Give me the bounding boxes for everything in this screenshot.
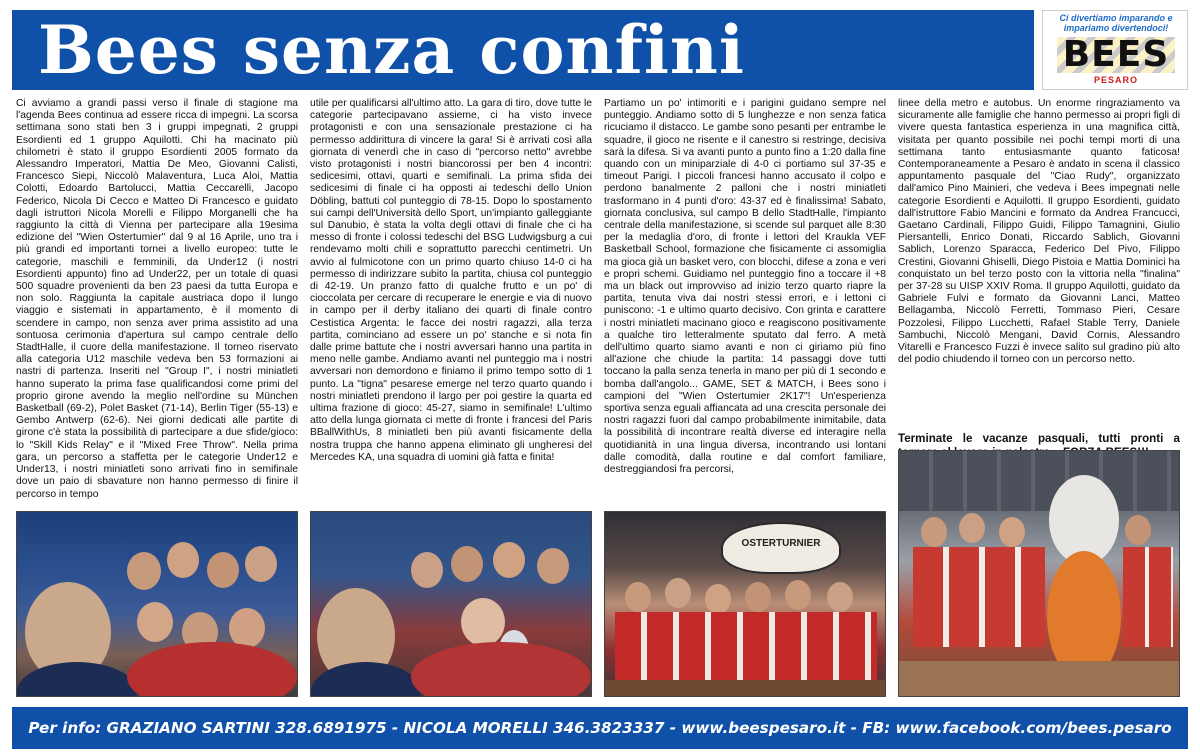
team-court-photo — [604, 511, 886, 697]
logo-name: BEES — [1062, 34, 1170, 75]
court-floor — [605, 680, 886, 697]
player-figure — [999, 517, 1025, 547]
player-figure — [1125, 515, 1151, 545]
player-figure — [245, 546, 277, 582]
header — [12, 10, 1188, 90]
footer-contact-text: Per info: GRAZIANO SARTINI 328.6891975 - NICOLA MORELLI 346.3823337 - www.beespesaro.it - FB: www.facebook.com/bees.pesaro — [28, 719, 1172, 737]
player-figure — [127, 642, 297, 697]
article-text: utile per qualificarsi all'ultimo atto. La gara di tiro, dove tutte le categorie partecipavano assieme, ci ha visto invece protagonisti e con una sensazionale prestazione ci ha permesso addirittura di vincere la gara! Si è arrivati così alla giornata di venerdì che in caso di "percorso netto" avrebbe visto protagonisti i nostri biancorossi per ben 4 incontri: sedicesimi, ottavi, quarti e semifinali. La prima sfida dei sedicesimi di finale ci ha opposti ai tedeschi dello Union Döbling, battuti col punteggio di 78-15. Dopo lo spostamento sui campi dell'Università dello Sport, un'impianto galleggiante sul Danubio, è stata la volta degli ottavi di finale che ci ha messo di fronte i colossi tedeschi del BSG Ludwigsburg a cui rendevamo molti chili e soprattutto parecchi centimetri. Un avvio al fulmicotone con un primo quarto chiuso 14-0 ci ha permesso di indirizzare subito la partita, chiusa col punteggio di 42-19. Un pranzo fatto di qualche frutto e un po' di cioccolata per cercare di recuperare le energie e via di nuovo in campo per il derby italiano dei quarti di finale contro Cestistica Argenta: le facce dei nostri ragazzi, alla terza partita, cominciano ad essere un po' stanche e si nota fin dalle prime battute che i nostri avversari hanno una partita in meno nelle gambe. Andiamo avanti nel punteggio ma i nostri avversari non demordono e finiamo il primo tempo sotto di 1 punto. La "tigna" pesarese emerge nel terzo quarto quando i nostri miniatleti prendono il largo per poi gestire la quarta ed ultima frazione di gioco: 45-27, siamo in semifinale! L'ultimo atto della lunga giornata ci mette di fronte i francesi del Paris BBallWithUs, 8 miniatleti ben più avanti fisicamente della nostra truppa che hanno appena eliminato gli ungheresi del Mercedes KA, una squadra di uomini già fatta e finita! — [310, 98, 592, 463]
player-figure — [625, 582, 651, 612]
logo-tagline: Ci divertiamo imparando e impariamo divertendoci! — [1059, 13, 1173, 33]
banner-text: OSTERTURNIER — [741, 538, 821, 549]
player-figure — [827, 582, 853, 612]
player-figure — [411, 552, 443, 588]
team-jerseys — [615, 612, 877, 682]
tournament-banner — [721, 522, 841, 574]
player-figure — [451, 546, 483, 582]
article-text: linee della metro e autobus. Un enorme ringraziamento va sicuramente alle famiglie che hanno permesso ai propri figli di vivere questa fantastica esperienza in una magnifica città, visitata per quanto possibile nei pochi tempi morti di una settimana tanto entusiasmante quanto faticosa! Contemporaneamente a Pesaro è andato in scena il classico appuntamento pasquale del "Ciao Rudy", organizzato dall'amico Pino Mainieri, che vedeva i Bees impegnati nelle categorie Esordienti e Aquilotti. Il gruppo Esordienti, guidato dall'istruttore Fabio Mancini e formato da Andrea Francucci, Gaetano Cardinali, Filippo Guidi, Filippo Tamagnini, Giulio Piersantelli, Enrico Donati, Riccardo Sablich, Giovanni Sablich, Lorenzo Sparacca, Federico Del Pivo, Filippo Crestini, Giovanni Ghiselli, Diego Pistoia e Mattia Dominici ha conquistato un bel terzo posto con la vittoria nella "finalina" per 37-28 su UISP XXIV Roma. Il gruppo Aquilotti, guidato da Gabriele Fulvi e formato da Giovanni Lanci, Matteo Bellagamba, Niccolò Ferretti, Tommaso Pieri, Cesare Pozzolesi, Filippo Lucchetti, Rafael Stable Terry, Daniele Sambuchi, Niccolò Mengani, David Cornis, Alessandro Vitarelli e Francesco Fuzzi è invece salito sul gradino più alto del podio chiudendo il torneo con un percorso netto. — [898, 98, 1180, 366]
article-column-2 — [310, 98, 592, 506]
page-title: Bees senza confini — [38, 11, 745, 89]
player-figure — [229, 608, 265, 648]
player-figure — [207, 552, 239, 588]
player-figure — [665, 578, 691, 608]
player-figure — [493, 542, 525, 578]
gym-wall — [899, 451, 1180, 511]
logo-city: PESARO — [1093, 75, 1138, 85]
team-jerseys — [1123, 547, 1173, 647]
closing-statement: Terminate le vacanze pasquali, tutti pronti a — [898, 432, 1180, 445]
team-jerseys — [913, 547, 1045, 647]
article-text: Partiamo un po' intimoriti e i parigini guidano sempre nel punteggio. Andiamo sotto di 5 lunghezze e non senza fatica ricuciamo il distacco. Le gambe sono pesanti per entrambe le squadre, il gioco ne risente e il canestro si restringe, decisiva sarà la difesa. Si va avanti punto a punto fino a 1:20 dalla fine quando con un miniparziale di 4-0 ci portiamo sul 37-35 e timeout Parigi. I piccoli francesi hanno accusato il colpo e perdono banalmente 2 palloni che i nostri miniatleti trasformano in 4 punti d'oro: 43-37 ed è finalissima! Sabato, giornata conclusiva, sul campo B dello StadtHalle, l'impianto centrale della manifestazione, si scende sul parquet alle 8:30 per la medaglia d'oro, di fronte i lettori del Kraukla VEF Basketball School, formazione che fisicamente ci assomiglia ma gioca già un basket vero, con blocchi, difese a zona e veri e propri schemi. Guidiamo nel punteggio fino a toccare il +8 ma un black out improvviso ad inizio terzo quarto riapre la partita, tenuta viva dai nostri stessi errori, e i lettoni ci puniscono: -1 e ultimo quarto decisivo. Con grinta e carattere i nostri miniatleti macinano gioco e reagiscono positivamente a qualche tiro letteralmente sputato dal ferro. A metà dell'ultimo quarto siamo avanti e non ci giriamo più fino all'azione che chiude la partita: 14 passaggi dove tutti toccano la palla senza tenerla in mano per più di 1 secondo e bomba dall'angolo... GAME, SET & MATCH, i Bees sono i campioni del "Wien Ostertumier 2K17"! Un'esperienza sportiva senza eguali affiancata ad una crescita personale dei nostri ragazzi fuori dal campo probabilmente inimitabile, data la possibilità di incontrare realtà diverse ed interagire nella quotidianità in una lingua diversa, incontrando usi lontani dalle comodità, dalla routine e dal comfort familiare, destreggiandosi fra percorsi, — [604, 98, 886, 476]
article-column-1 — [16, 98, 298, 506]
title-band — [12, 10, 1034, 90]
player-figure — [705, 584, 731, 614]
player-figure — [137, 602, 173, 642]
coach-figure — [461, 598, 505, 646]
player-figure — [745, 582, 771, 612]
player-figure — [17, 662, 137, 697]
team-mascot-photo — [898, 450, 1180, 697]
article-column-3 — [604, 98, 886, 506]
player-figure — [167, 542, 199, 578]
team-selfie-photo — [16, 511, 298, 697]
player-figure — [959, 513, 985, 543]
article-text: Ci avviamo a grandi passi verso il finale di stagione ma l'agenda Bees continua ad essere ricca di impegni. La scorsa settimana sono stati ben 3 i gruppi impegnati, 2 gruppi Esordienti ed 1 gruppo Aquilotti. Chi ha macinato più chilometri è stato il gruppo Esordienti 2005 formato da Alessandro Imperatori, Mattia De Meo, Giovanni Calisti, Francesco Siepi, Niccolò Malaventura, Luca Aloi, Mattia Colotti, Edoardo Bartolucci, Mattia Ceccarelli, Jacopo Federico, Nicola Di Cecco e Matteo Di Francesco e guidato dagli istruttori Nicola Morelli e Filippo Morganelli che ha raggiunto la città di Vienna per partecipare alla 19esima edizione del "Wien Ostertumier" dal 9 al 16 Aprile, uno tra i più grandi ed importanti tornei a livello europeo: tutte le categorie, maschili e femminili, da Under12 (i nostri Esordienti appunto) fino ad Under22, per un totale di quasi 500 squadre provenienti da ben 23 paesi da tutta Europa e non solo. Raggiunta la capitale austriaca dopo il lungo viaggio e sistemati in appartamento, è il momento di scendere in campo, non senza aver prima assistito ad una sontuosa cerimonia d'apertura sul campo centrale dello StadtHalle, il cuore della manifestazione. Il torneo riservato alla categoria U12 maschile vedeva ben 53 formazioni ai nastri di partenza. Inseriti nel "Group I", i nostri miniatleti hanno superato la prima fase qualificandosi come primi del proprio girone avendo la meglio nell'ordine su München Basketball (69-2), Polet Basket (71-14), Berlin Tiger (55-13) e Gembo Antwerp (62-6). Nei giorni dedicati alle partite di girone c'è stata la possibilità di partecipare a due sfide/gioco: lo "Skill Kids Relay" e il "Mixed Free Throw". Nella prima gara, un percorso a staffetta per le categorie Under12 e Under13, i nostri miniatleti sono arrivati fino in semifinale dove un paio di sbavature non hanno permesso di finire il percorso in tempo — [16, 98, 298, 500]
footer-contact-bar — [12, 707, 1188, 749]
player-figure — [537, 548, 569, 584]
player-figure — [127, 552, 161, 590]
player-figure — [785, 580, 811, 610]
bees-logo — [1042, 10, 1188, 90]
team-trophy-photo — [310, 511, 592, 697]
player-figure — [921, 517, 947, 547]
article-column-4 — [898, 98, 1180, 430]
player-figure — [411, 642, 591, 697]
court-floor — [899, 661, 1180, 697]
